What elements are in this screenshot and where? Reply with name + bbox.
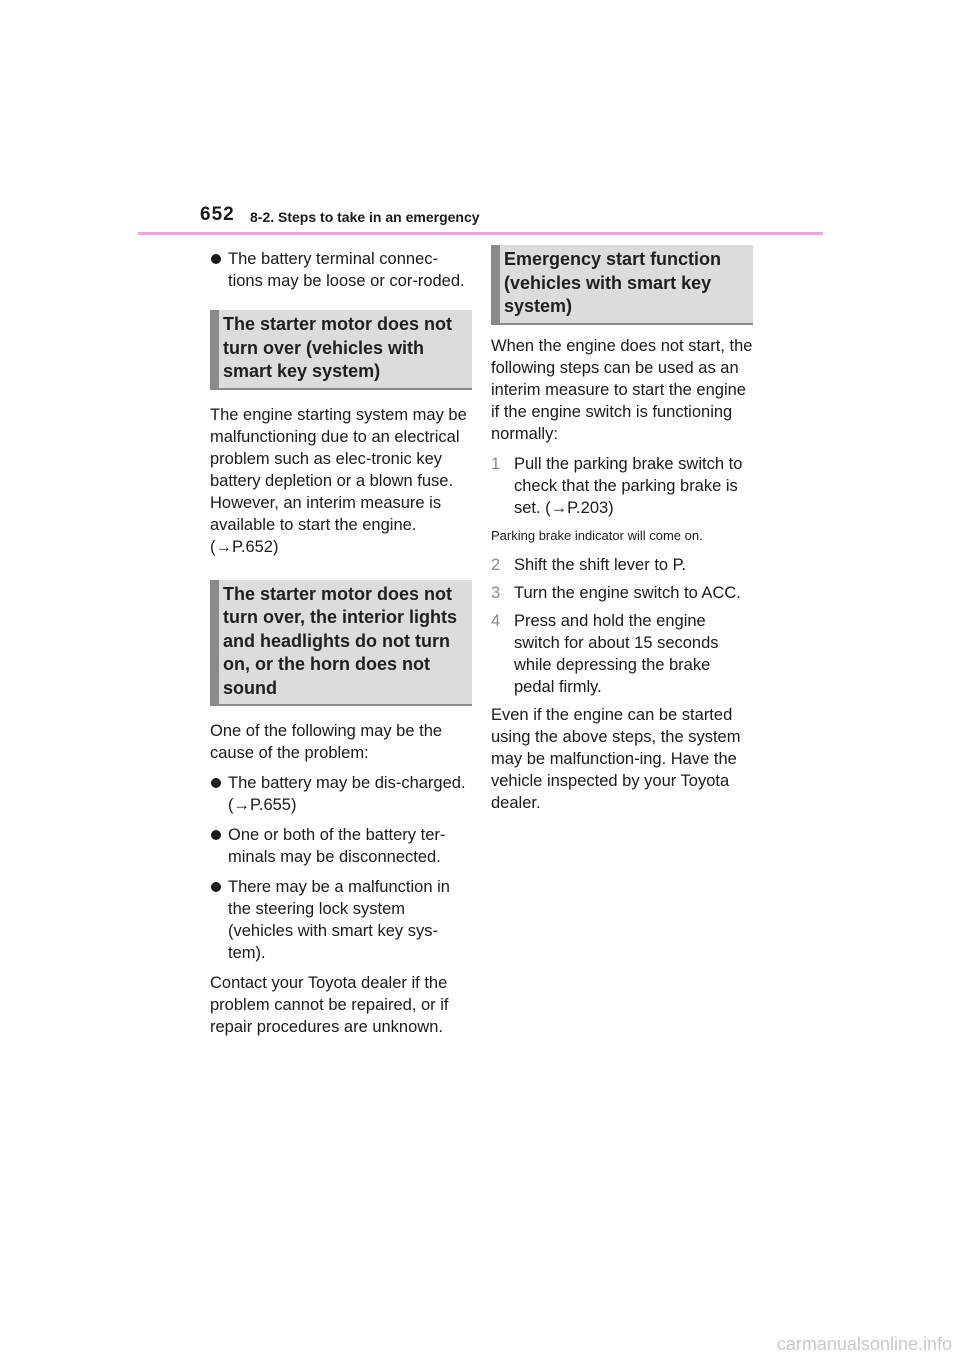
section-title: 8-2. Steps to take in an emergency xyxy=(250,209,480,225)
right-column xyxy=(491,245,753,822)
heading-emergency-start: Emergency start function (vehicles with smart key system) xyxy=(491,245,753,325)
step-text: Pull the parking brake switch to check that the parking brake is set. (→P.203) xyxy=(514,454,743,517)
step-number: 4 xyxy=(491,611,501,630)
step-text: Turn the engine switch to ACC. xyxy=(514,583,741,602)
step-text: Press and hold the engine switch for about 15 seconds while depressing the brake pedal firmly. xyxy=(514,611,719,696)
watermark: carmanualsonline.info xyxy=(776,1334,952,1354)
heading-starter-no-turn-over: The starter motor does not turn over (vehicles with smart key system) xyxy=(210,310,472,390)
step-2 xyxy=(491,554,753,576)
step-1 xyxy=(491,453,753,519)
step-number: 2 xyxy=(491,555,501,574)
paragraph-cause: One of the following may be the cause of the problem: xyxy=(210,722,443,762)
bullet-steering-lock: There may be a malfunction in the steering lock system (vehicles with smart key sys-tem). xyxy=(210,876,472,964)
step-3 xyxy=(491,582,753,604)
page-number: 652 xyxy=(200,204,235,225)
bullet-terminals-disconnected: One or both of the battery ter-minals may be disconnected. xyxy=(210,824,472,868)
bullet-battery-terminal: The battery terminal connec-tions may be loose or cor-roded. xyxy=(210,248,472,292)
heading-starter-interior-lights: The starter motor does not turn over, the interior lights and headlights do not turn on, or the horn does not sound xyxy=(210,580,472,707)
paragraph-engine-starting-system: The engine starting system may be malfunctioning due to an electrical problem such as elec-tronic key battery depletion or a blown fuse. However, an interim measure is available to start the engine. (→P.652) xyxy=(210,405,467,556)
step-number: 1 xyxy=(491,454,501,473)
page-header xyxy=(0,0,960,240)
paragraph-intro: When the engine does not start, the following steps can be used as an interim measure to start the engine if the engine switch is functioning normally: xyxy=(491,336,753,443)
bullet-battery-discharged: The battery may be dis-charged. (→P.655) xyxy=(210,772,472,816)
paragraph-contact-dealer: Contact your Toyota dealer if the problem cannot be repaired, or if repair procedures are unknown. xyxy=(210,974,449,1036)
left-column xyxy=(210,248,472,1046)
step-number: 3 xyxy=(491,583,501,602)
note-parking-brake: Parking brake indicator will come on. xyxy=(491,527,703,543)
paragraph-outro: Even if the engine can be started using the above steps, the system may be malfunction-ing. Have the vehicle inspected by your Toyota dealer. xyxy=(491,705,741,812)
step-text: Shift the shift lever to P. xyxy=(514,555,687,574)
header-rule xyxy=(138,232,823,235)
step-4 xyxy=(491,610,753,698)
